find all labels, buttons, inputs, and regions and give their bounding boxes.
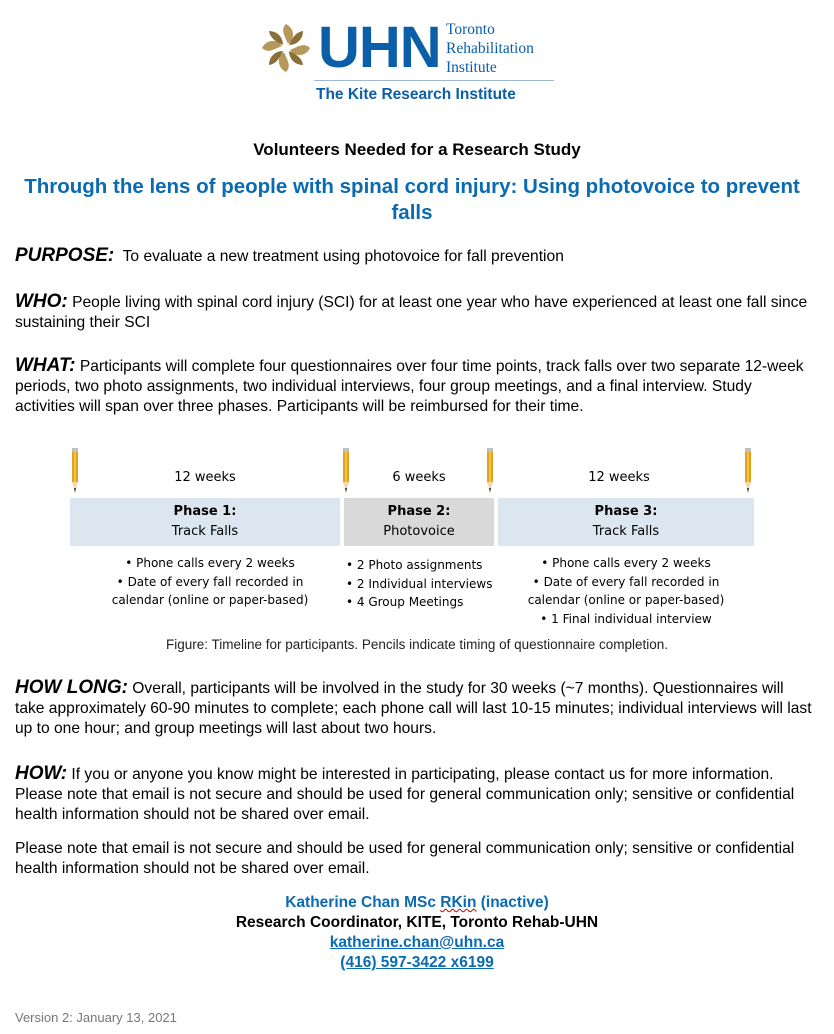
contact-credential: RKin bbox=[440, 894, 477, 911]
uhn-emblem-icon bbox=[258, 20, 314, 76]
how-long-label: HOW LONG: bbox=[15, 677, 128, 698]
study-title: Through the lens of people with spinal cord injury: Using photovoice to prevent falls bbox=[24, 175, 800, 224]
phase-1-desc: Track Falls bbox=[171, 524, 239, 539]
what-label: WHAT: bbox=[15, 355, 76, 376]
list-item: • Date of every fall recorded in bbox=[532, 574, 720, 589]
pencil-icon bbox=[69, 448, 81, 494]
contact-name-text: Katherine Chan MSc bbox=[285, 894, 441, 911]
list-item: • 1 Final individual interview bbox=[540, 611, 712, 626]
who-label: WHO: bbox=[15, 291, 68, 312]
how-section bbox=[15, 764, 815, 825]
list-item: calendar (online or paper-based) bbox=[527, 593, 725, 607]
phase-3-name: Phase 3: bbox=[594, 504, 658, 519]
version-footer: Version 2: January 13, 2021 bbox=[15, 1010, 177, 1025]
how-long-section bbox=[15, 678, 815, 739]
purpose-label: PURPOSE: bbox=[15, 245, 115, 266]
contact-status: (inactive) bbox=[476, 894, 549, 911]
page-title: Volunteers Needed for a Research Study bbox=[253, 140, 581, 159]
how-text: If you or anyone you know might be interested in participating, please contact us for more information. Please note that email is not secure and should be used for general communication only; sensitive or confidential health information should not be shared over email. bbox=[15, 766, 795, 823]
logo-divider bbox=[314, 80, 554, 81]
how-long-text: Overall, participants will be involved in the study for 30 weeks (~7 months). Questionnaires will take approximately 60-90 minutes to complete; each phone call will last 10-15 minutes; individual interviews will last up to one hour; and group meetings will last about two hours. bbox=[15, 680, 812, 737]
email-note: Please note that email is not secure and should be used for general communication only; sensitive or confidential health information should not be shared over email. bbox=[15, 840, 795, 877]
list-item: • 2 Photo assignments bbox=[346, 558, 483, 572]
phase-3-duration: 12 weeks bbox=[588, 470, 650, 485]
purpose-text: To evaluate a new treatment using photovoice for fall prevention bbox=[122, 248, 564, 265]
logo-org-line: Institute bbox=[446, 59, 497, 76]
phase-2-duration: 6 weeks bbox=[392, 470, 446, 485]
phase-3-box bbox=[498, 498, 754, 546]
who-text: People living with spinal cord injury (SCI) for at least one year who have experienced at least one fall since sustaining their SCI bbox=[15, 294, 808, 331]
contact-name bbox=[0, 893, 834, 913]
phase-1-name: Phase 1: bbox=[173, 504, 237, 519]
list-item: • 4 Group Meetings bbox=[346, 595, 464, 609]
figure-caption: Figure: Timeline for participants. Pencils indicate timing of questionnaire completion. bbox=[166, 637, 668, 652]
phase-3-bullets bbox=[516, 554, 736, 628]
how-label: HOW: bbox=[15, 763, 68, 784]
list-item: calendar (online or paper-based) bbox=[111, 593, 309, 607]
list-item: • Phone calls every 2 weeks bbox=[125, 556, 295, 570]
phase-3-desc: Track Falls bbox=[592, 524, 660, 539]
purpose-section bbox=[15, 246, 815, 267]
pencil-icon bbox=[742, 448, 754, 494]
contact-role: Research Coordinator, KITE, Toronto Rehab-UHN bbox=[235, 914, 599, 931]
phase-2-name: Phase 2: bbox=[387, 504, 451, 519]
uhn-logo bbox=[258, 16, 558, 108]
phase-1-box bbox=[70, 498, 340, 546]
phone-link[interactable]: (416) 597-3422 x6199 bbox=[340, 954, 494, 971]
phase-1-duration: 12 weeks bbox=[174, 470, 236, 485]
email-link[interactable]: katherine.chan@uhn.ca bbox=[329, 934, 505, 951]
what-section bbox=[15, 356, 815, 417]
list-item: • 2 Individual interviews bbox=[346, 576, 493, 591]
what-text: Participants will complete four questionnaires over four time points, track falls over two separate 12-week periods, two photo assignments, two individual interviews, four group meetings, and a final interview. Study activities will span over three phases. Participants will be reimbursed for their time. bbox=[15, 358, 804, 415]
logo-org-line: Rehabilitation bbox=[446, 40, 534, 57]
list-item: • Phone calls every 2 weeks bbox=[541, 556, 711, 570]
logo-org-name bbox=[446, 20, 534, 77]
phase-1-bullets bbox=[100, 554, 320, 610]
phase-2-box bbox=[344, 498, 494, 546]
who-section bbox=[15, 292, 815, 333]
contact-block bbox=[0, 893, 834, 973]
timeline-figure bbox=[60, 446, 770, 631]
logo-wordmark: UHN bbox=[318, 15, 441, 80]
list-item: • Date of every fall recorded in bbox=[116, 574, 304, 589]
phase-2-bullets bbox=[346, 556, 516, 612]
logo-institute: The Kite Research Institute bbox=[316, 86, 516, 103]
phase-2-desc: Photovoice bbox=[383, 524, 455, 539]
logo-org-line: Toronto bbox=[446, 21, 495, 38]
